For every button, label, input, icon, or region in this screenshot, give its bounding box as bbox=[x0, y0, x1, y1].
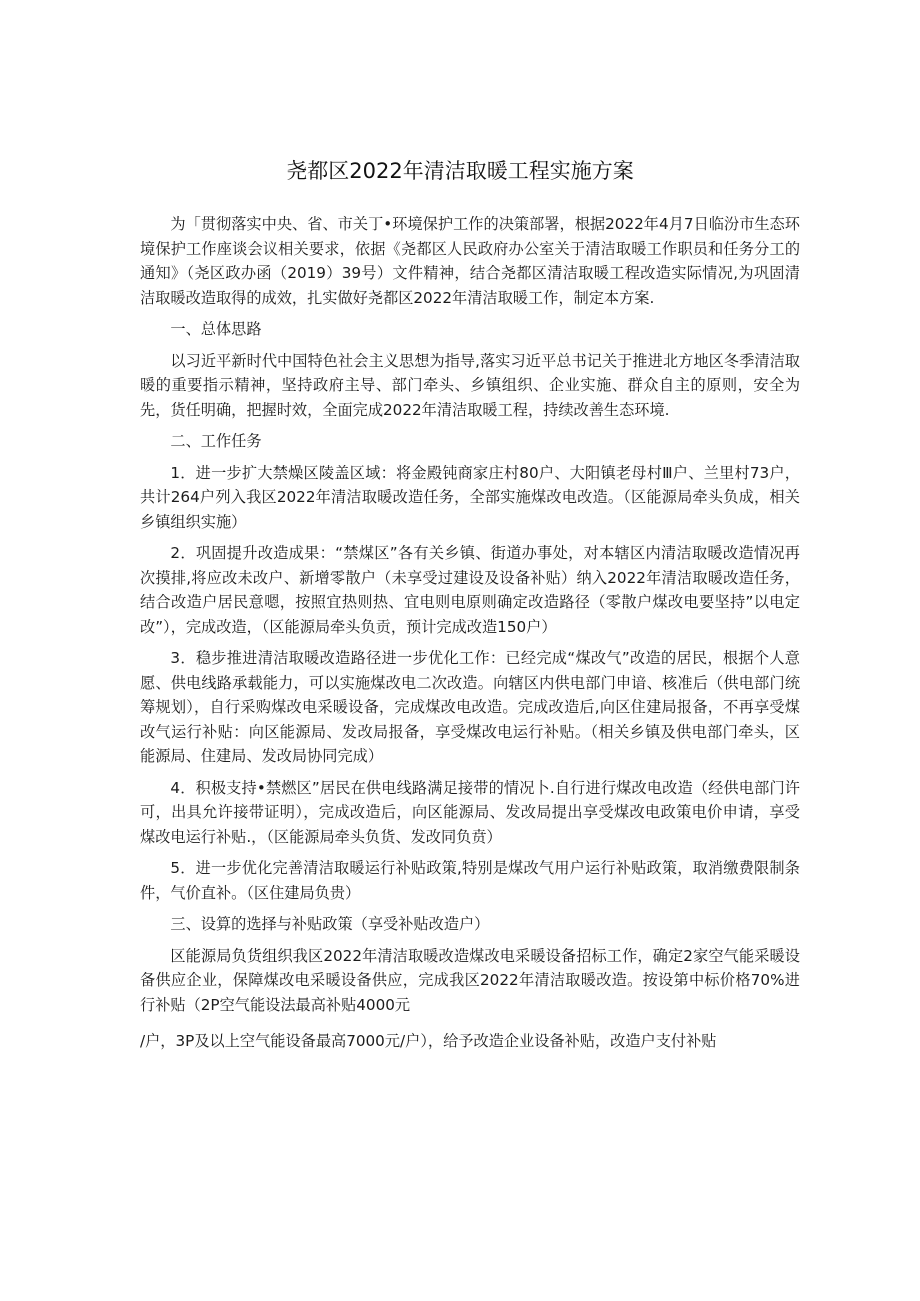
section-paragraph-overall-approach: 以习近平新时代中国特色社会主义思想为指导,落实习近平总书记关于推进北方地区冬季清洁取暖的重要指示精神，坚持政府主导、部门牵头、乡镇组织、企业实施、群众自主的原则，安全为先，货任明确，把握时效，全面完成2022年清洁取暖工程，持续改善生态环境. bbox=[140, 351, 800, 419]
section-heading-overall-approach: 一、总体思路 bbox=[170, 320, 262, 338]
section-heading-equipment-subsidy: 三、设算的选择与补贴政策（享受补贴改造户） bbox=[170, 915, 490, 933]
section-paragraph-equipment-subsidy: 区能源局负货组织我区2022年清洁取暖改造煤改电采暖设备招标工作，确定2家空气能采暖设备供应企业，保障煤改电采暖设备供应，完成我区2022年清洁取暖改造。按设第中标价格70%进行补贴（2P空气能设法最高补贴4000元 bbox=[140, 946, 800, 1014]
task-item-3: 3．稳步推进清洁取暖改造路径进一步优化工作：已经完成“煤改气”改造的居民，根据个人意愿、供电线路承载能力，可以实施煤改电二次改造。向辖区内供电部门申谙、核准后（供电部门统筹规划），自行采购煤改电采暖设备，完成煤改电改造。完成改造后,向区住建局报备，不再享受煤改气运行补贴：向区能源局、发改局报备，享受煤改电运行补贴。（相关乡镇及供电部门牵头，区能源局、住建局、发改局协同完成） bbox=[140, 649, 800, 765]
task-item-2: 2．巩固提升改造成果：“禁煤区”各有关乡镇、街道办事处，对本辖区内清洁取暖改造情况再次摸排,将应改未改户、新增零散户（未享受过建设及设备补贴）纳入2022年清洁取暖改造任务，结合改造户居民意嗯，按照宜热则热、宜电则电原则确定改造路径（零散户煤改电要坚持”以电定改”），完成改造，（区能源局牵头负贡，预计完成改造150户） bbox=[140, 544, 800, 636]
intro-paragraph: 为「贯彻落实中央、省、市关丁•环境保护工作的决策部署，根据2022年4月7日临汾市生态环境保护工作座谈会议相关要求，依据《尧都区人民政府办公室关于清洁取暖工作职员和任务分工的通知》（尧区政办函（2019）39号）文件精神，结合尧都区清洁取暖工程改造实际情况,为巩固清洁取暖改造取得的成效，扎实做好尧都区2022年清洁取暖工作，制定本方案. bbox=[140, 215, 800, 307]
section-heading-work-tasks: 二、工作任务 bbox=[170, 432, 262, 450]
task-item-4: 4．积极支持•禁燃区”居民在供电线路满足接带的情况卜.自行进行煤改电改造（经供电部门许可，出具允许接带证明），完成改造后，向区能源局、发改局提出享受煤改电政策电价申请，享受煤改电运行补贴.，（区能源局牵头负货、发改同负贲） bbox=[140, 778, 800, 846]
task-item-5: 5．进一步优化完善清洁取暖运行补贴政策,特别是煤改气用户运行补贴政策，取消缴费限制条件，气价直补。（区住建局负贵） bbox=[140, 859, 800, 902]
document-body bbox=[140, 212, 800, 1061]
section-paragraph-equipment-subsidy-continued: /户，3P及以上空气能设备最高7000元/户），给予改造企业设备补贴，改造户支付补贴 bbox=[140, 1032, 717, 1050]
task-item-1: 1．进一步扩大禁燥区陵盖区域：将金殿钝商家庄村80户、大阳镇老母村Ⅲ户、兰里村73户，共计264户列入我区2022年清洁取暖改造任务，全部实施煤改电改造。（区能源局牵头负成，相关乡镇组织实施） bbox=[140, 463, 800, 531]
document-title: 尧都区2022年清洁取暖工程实施方案 bbox=[286, 159, 634, 183]
